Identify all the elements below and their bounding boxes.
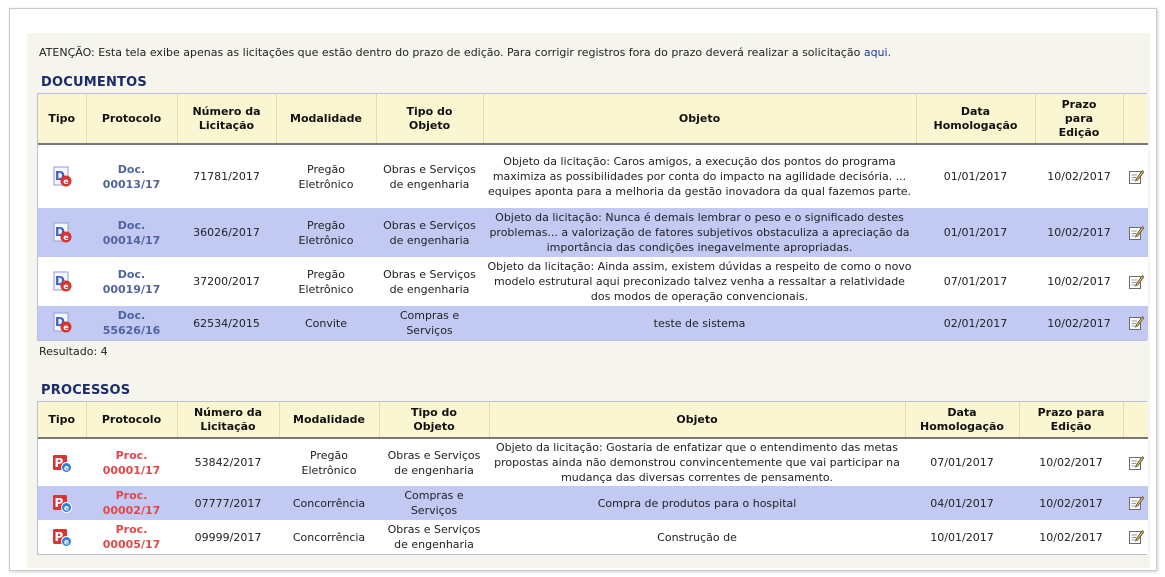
objeto-cell: teste de sistema [483, 306, 916, 340]
objeto-cell: Compra de produtos para o hospital [489, 486, 905, 520]
header-protocolo: Protocolo [86, 94, 177, 144]
objeto-cell: Construção de [489, 520, 905, 554]
header-objeto: Objeto [483, 94, 916, 144]
numero-cell: 53842/2017 [177, 438, 279, 486]
objeto-cell: Objeto da licitação: Caros amigos, a execução dos pontos do programa maximiza as possibilidades por conta do impacto na agilidade decisória. ... equipes aponta para a melhoria da gestão inovadora da qual fazemos parte. [483, 144, 916, 208]
modalidade-cell: Pregão Eletrônico [276, 208, 376, 257]
data-cell: 07/01/2017 [905, 438, 1019, 486]
processos-table [37, 401, 1147, 555]
tipo-objeto-cell: Obras e Serviços de engenharia [376, 257, 483, 306]
numero-cell: 71781/2017 [177, 144, 276, 208]
protocol-cell: Doc. 00019/17 [86, 257, 177, 306]
type-cell [38, 208, 86, 257]
document-icon[interactable] [51, 166, 73, 188]
edit-cell [1123, 438, 1148, 486]
modalidade-cell: Convite [276, 306, 376, 340]
modalidade-cell: Concorrência [279, 486, 379, 520]
numero-cell: 36026/2017 [177, 208, 276, 257]
request-link[interactable]: aqui. [863, 46, 892, 59]
tipo-objeto-cell: Obras e Serviços de engenharia [376, 144, 483, 208]
header-prazo: Prazo para Edição [1019, 402, 1123, 438]
modalidade-cell: Concorrência [279, 520, 379, 554]
type-cell [38, 520, 86, 554]
window-frame [9, 8, 1157, 571]
protocol-cell: Proc. 00005/17 [86, 520, 177, 554]
edit-cell [1123, 208, 1148, 257]
header-tipo: Tipo [38, 402, 86, 438]
table-row [38, 257, 1148, 306]
header-actions [1123, 94, 1148, 144]
tipo-objeto-cell: Obras e Serviços de engenharia [379, 438, 489, 486]
edit-icon[interactable] [1128, 315, 1144, 331]
numero-cell: 07777/2017 [177, 486, 279, 520]
document-icon[interactable] [51, 222, 73, 244]
header-data: Data Homologação [905, 402, 1019, 438]
process-icon[interactable] [51, 526, 73, 548]
protocol-cell: Proc. 00001/17 [86, 438, 177, 486]
prazo-cell: 10/02/2017 [1019, 438, 1123, 486]
prazo-cell: 10/02/2017 [1019, 486, 1123, 520]
protocol-cell: Doc. 55626/16 [86, 306, 177, 340]
type-cell [38, 438, 86, 486]
type-cell [38, 144, 86, 208]
protocol-cell: Doc. 00014/17 [86, 208, 177, 257]
table-header [38, 94, 1148, 144]
modalidade-cell: Pregão Eletrônico [276, 257, 376, 306]
content-panel [27, 33, 1150, 568]
prazo-cell: 10/02/2017 [1035, 208, 1123, 257]
objeto-cell: Objeto da licitação: Ainda assim, existem dúvidas a respeito de como o novo modelo estrutural aqui preconizado talvez venha a ressaltar a relatividade dos modos de operação convencionais. [483, 257, 916, 306]
numero-cell: 37200/2017 [177, 257, 276, 306]
notice-message [39, 46, 891, 59]
edit-icon[interactable] [1128, 169, 1144, 185]
documentos-table [37, 93, 1147, 341]
edit-cell [1123, 306, 1148, 340]
edit-icon[interactable] [1128, 225, 1144, 241]
header-numero: Número da Licitação [177, 402, 279, 438]
data-cell: 01/01/2017 [916, 208, 1035, 257]
header-tipo: Tipo [38, 94, 86, 144]
documentos-title: DOCUMENTOS [41, 75, 147, 90]
data-cell: 07/01/2017 [916, 257, 1035, 306]
data-cell: 04/01/2017 [905, 486, 1019, 520]
header-modalidade: Modalidade [276, 94, 376, 144]
prazo-cell: 10/02/2017 [1019, 520, 1123, 554]
header-tipo-objeto: Tipo do Objeto [379, 402, 489, 438]
table-row [38, 144, 1148, 208]
modalidade-cell: Pregão Eletrônico [279, 438, 379, 486]
protocol-cell: Doc. 00013/17 [86, 144, 177, 208]
table-row [38, 208, 1148, 257]
process-icon[interactable] [51, 492, 73, 514]
header-numero: Número da Licitação [177, 94, 276, 144]
edit-icon[interactable] [1128, 529, 1144, 545]
header-modalidade: Modalidade [279, 402, 379, 438]
header-actions [1123, 402, 1148, 438]
header-objeto: Objeto [489, 402, 905, 438]
header-data: Data Homologação [916, 94, 1035, 144]
process-icon[interactable] [51, 452, 73, 474]
edit-icon[interactable] [1128, 495, 1144, 511]
tipo-objeto-cell: Obras e Serviços de engenharia [379, 520, 489, 554]
header-protocolo: Protocolo [86, 402, 177, 438]
prazo-cell: 10/02/2017 [1035, 144, 1123, 208]
prazo-cell: 10/02/2017 [1035, 306, 1123, 340]
processos-title: PROCESSOS [41, 383, 131, 398]
type-cell [38, 306, 86, 340]
data-cell: 10/01/2017 [905, 520, 1019, 554]
table-row [38, 486, 1148, 520]
edit-cell [1123, 486, 1148, 520]
data-cell: 02/01/2017 [916, 306, 1035, 340]
result-count: Resultado: 4 [39, 345, 108, 358]
edit-cell [1123, 520, 1148, 554]
data-cell: 01/01/2017 [916, 144, 1035, 208]
edit-cell [1123, 257, 1148, 306]
numero-cell: 62534/2015 [177, 306, 276, 340]
type-cell [38, 257, 86, 306]
table-row [38, 520, 1148, 554]
table-header [38, 402, 1148, 438]
objeto-cell: Objeto da licitação: Gostaria de enfatizar que o entendimento das metas propostas ainda não demonstrou convincentemente que vai participar na mudança das diversas correntes de pensamento. [489, 438, 905, 486]
table-row [38, 306, 1148, 340]
header-prazo: Prazo para Edição [1035, 94, 1123, 144]
type-cell [38, 486, 86, 520]
numero-cell: 09999/2017 [177, 520, 279, 554]
tipo-objeto-cell: Obras e Serviços de engenharia [376, 208, 483, 257]
protocol-cell: Proc. 00002/17 [86, 486, 177, 520]
edit-cell [1123, 144, 1148, 208]
notice-text: ATENÇÃO: Esta tela exibe apenas as licitações que estão dentro do prazo de edição. Para corrigir registros fora do prazo deverá realizar a solicitação [39, 46, 864, 59]
objeto-cell: Objeto da licitação: Nunca é demais lembrar o peso e o significado destes problemas... a valorização de fatores subjetivos obstaculiza a apreciação da importância das condições inegavelmente apropriadas. [483, 208, 916, 257]
edit-icon[interactable] [1128, 455, 1144, 471]
document-icon[interactable] [51, 312, 73, 334]
edit-icon[interactable] [1128, 274, 1144, 290]
prazo-cell: 10/02/2017 [1035, 257, 1123, 306]
tipo-objeto-cell: Compras e Serviços [376, 306, 483, 340]
header-tipo-objeto: Tipo do Objeto [376, 94, 483, 144]
document-icon[interactable] [51, 271, 73, 293]
table-row [38, 438, 1148, 486]
tipo-objeto-cell: Compras e Serviços [379, 486, 489, 520]
modalidade-cell: Pregão Eletrônico [276, 144, 376, 208]
